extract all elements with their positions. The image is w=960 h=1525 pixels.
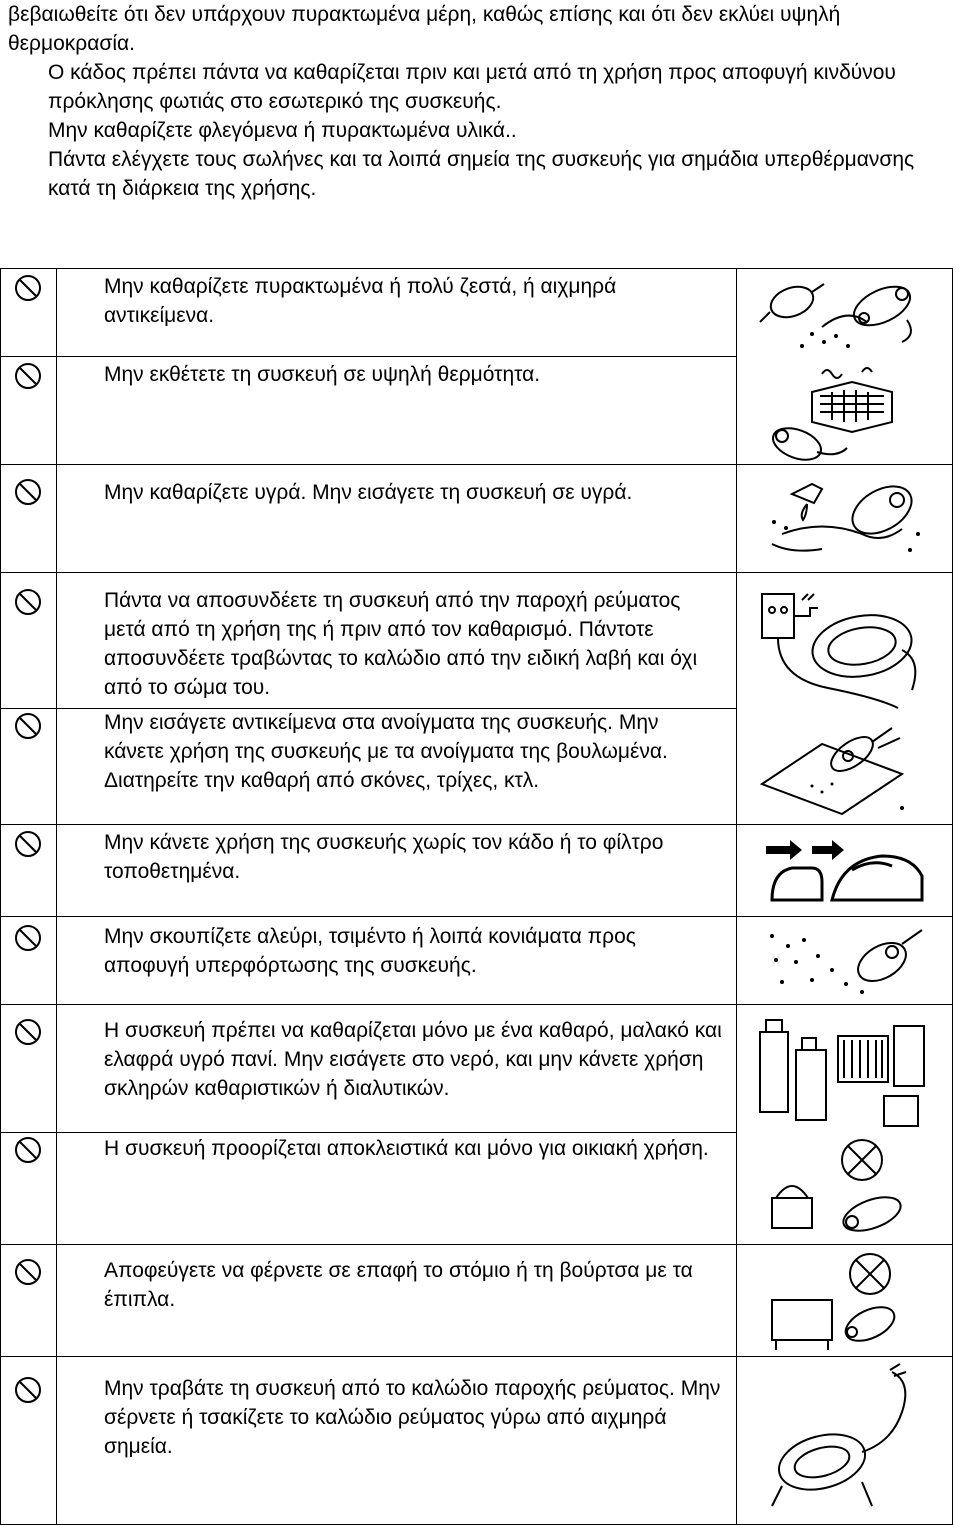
prohibition-icon (14, 1258, 42, 1286)
liquid-illustration (752, 474, 932, 566)
row-separator (0, 572, 953, 573)
dust-illustration (752, 922, 932, 1002)
furniture-illustration (752, 1250, 932, 1354)
row-text: Μην σκουπίζετε αλεύρι, τσιμέντο ή λοιπά κονιάματα προς αποφυγή υπερφόρτωσης της συσκευής. (104, 925, 636, 977)
row-separator (0, 1004, 953, 1005)
row-separator (0, 1244, 953, 1245)
no-filter-illustration (752, 830, 932, 912)
household-only-illustration (752, 1138, 932, 1242)
prohibition-icon (14, 712, 42, 740)
prohibition-icon (14, 362, 42, 390)
table-border-right (952, 268, 953, 1525)
intro-paragraph-2: Ο κάδος πρέπει πάντα να καθαρίζεται πριν και μετά από τη χρήση προς αποφυγή κινδύνου πρόκλησης φωτιάς στο εσωτερικό της συσκευής. (48, 61, 896, 113)
prohibition-icon (14, 1376, 42, 1404)
prohibition-icon (14, 1018, 42, 1046)
intro-paragraph-1: βεβαιωθείτε ότι δεν υπάρχουν πυρακτωμένα μέρη, καθώς επίσης και ότι δεν εκλύει υψηλή θερμοκρασία. (8, 3, 841, 55)
prohibition-icon (14, 830, 42, 858)
row-text: Μην καθαρίζετε πυρακτωμένα ή πολύ ζεστά, ή αιχμηρά αντικείμενα. (104, 275, 617, 327)
unplug-illustration (752, 580, 932, 720)
prohibition-icon (14, 588, 42, 616)
prohibition-icon (14, 274, 42, 302)
intro-paragraph-4: Πάντα ελέγχετε τους σωλήνες και τα λοιπά σημεία της συσκευής για σημάδια υπερθέρμανσης κατά τη διάρκεια της χρήσης. (48, 148, 915, 200)
row-separator (0, 824, 953, 825)
hot-objects-illustration (752, 272, 932, 356)
row-text: Μην καθαρίζετε υγρά. Μην εισάγετε τη συσκευή σε υγρά. (104, 481, 633, 504)
intro-paragraph-3: Μην καθαρίζετε φλεγόμενα ή πυρακτωμένα υλικά.. (48, 119, 517, 142)
row-text: Η συσκευή πρέπει να καθαρίζεται μόνο με ένα καθαρό, μαλακό και ελαφρά υγρό πανί. Μην εισάγετε στο νερό, και μην κάνετε χρήση σκληρών καθαριστικών ή διαλυτικών. (104, 1019, 722, 1100)
row-separator (0, 464, 953, 465)
cleaning-products-illustration (752, 1010, 932, 1134)
table-divider-icon-col (56, 268, 57, 1525)
row-separator (0, 356, 737, 357)
row-text: Μην εκθέτετε τη συσκευή σε υψηλή θερμότητα. (104, 363, 541, 386)
openings-illustration (752, 724, 932, 820)
table-border-left (0, 268, 1, 1525)
row-separator (0, 1356, 953, 1357)
row-separator (0, 916, 953, 917)
prohibition-icon (14, 1136, 42, 1164)
row-text: Μην τραβάτε τη συσκευή από το καλώδιο παροχής ρεύματος. Μην σέρνετε ή τσακίζετε το καλώδιο ρεύματος γύρω από αιχμηρά σημεία. (104, 1377, 721, 1458)
row-text: Μην κάνετε χρήση της συσκευής χωρίς τον κάδο ή το φίλτρο τοποθετημένα. (104, 831, 664, 883)
row-text: Μην εισάγετε αντικείμενα στα ανοίγματα της συσκευής. Μην κάνετε χρήση της συσκευής με τα ανοίγματα της βουλωμένα. Διατηρείτε την καθαρή από σκόνες, τρίχες, κτλ. (104, 711, 668, 792)
prohibition-icon (14, 478, 42, 506)
intro-text (8, 0, 958, 203)
heater-illustration (752, 364, 932, 464)
prohibition-icon (14, 924, 42, 952)
row-separator (0, 1132, 737, 1133)
row-text: Η συσκευή προορίζεται αποκλειστικά και μόνο για οικιακή χρήση. (104, 1137, 709, 1160)
row-text: Πάντα να αποσυνδέετε τη συσκευή από την παροχή ρεύματος μετά από τη χρήση της ή πριν από τον καθαρισμό. Πάντοτε αποσυνδέετε τραβώντας το καλώδιο από την ειδική λαβή και όχι από το σώμα του. (104, 589, 698, 699)
cord-illustration (752, 1362, 932, 1518)
table-divider-image-col (736, 268, 737, 1525)
row-text: Αποφεύγετε να φέρνετε σε επαφή το στόμιο ή τη βούρτσα με τα έπιπλα. (104, 1259, 693, 1311)
table-border-top (0, 268, 953, 269)
safety-table (0, 268, 958, 1525)
